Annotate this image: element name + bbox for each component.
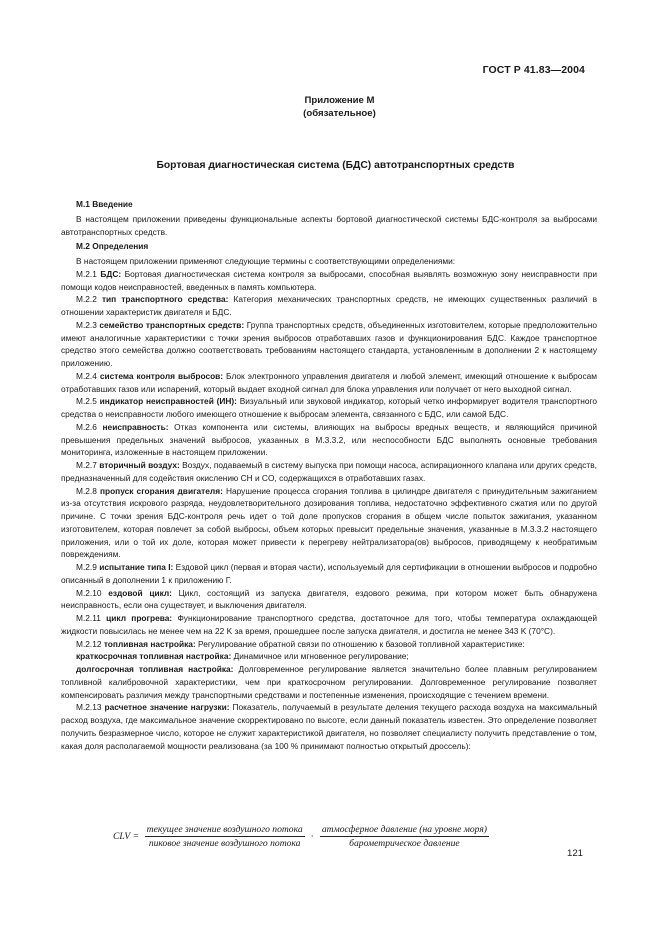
definition-item: М.2.9 испытание типа I: Ездовой цикл (первая и вторая части), используемый для сертификации в отношении выбросов и подробно описанный в дополнении 1 к приложению Г.: [61, 562, 598, 585]
subdefinition-item: долгосрочная топливная настройка: Долговременное регулирование является значительно более плавным регулированием топливной калибровочной характеристики, чем при краткосрочном регулировании. Долговременное регулирование позволяет компенсировать различия между транспортными средствами и постепенные изменения, происходящие с течением времени.: [61, 664, 597, 700]
definition-item: М.2.7 вторичный воздух: Воздух, подаваемый в систему выпуска при помощи насоса, аспирационного клапана или других средств, предназначенный для содействия окислению CH и CO, содержащихся в отработавших газах.: [61, 460, 597, 483]
definition-item: М.2.5 индикатор неисправностей (ИН): Визуальный или звуковой индикатор, который четко информирует водителя транспортного средства о неисправности любого имеющего отношение к выбросам элемента, связанного с БДС, или самой БДС.: [61, 396, 597, 419]
definition-item: М.2.1 БДС: Бортовая диагностическая система контроля за выбросами, способная выявлять возможную зону неисправности при помощи кодов неисправностей, введенных в память компьютера.: [61, 268, 598, 292]
formula-multiply: ·: [310, 831, 314, 842]
formula-equals: =: [133, 831, 139, 842]
formula-denominator: пиковое значение воздушного потока: [148, 838, 301, 849]
formula-denominator: барометрическое давление: [349, 838, 460, 849]
annex-status: (обязательное): [303, 108, 376, 119]
paragraph-intro: В настоящем приложении приведены функциональные аспекты бортовой диагностической системы БДС-контроля за выбросами автотранспортных средств.: [61, 213, 597, 237]
definition-item: М.2.2 тип транспортного средства: Категория механических транспортных средств, не имеющих существенных различий в отношении характеристик двигателя и БДС.: [61, 294, 597, 317]
definition-item: М.2.4 система контроля выбросов: Блок электронного управления двигателя и любой элемент, имеющий отношение к выбросам отработавших газов или испарений, который выдает входной сигнал для блока управления или получает от него выходной сигнал.: [61, 370, 597, 394]
annex-title: Приложение М: [304, 95, 375, 106]
formula-numerator: атмосферное давление (на уровне моря): [321, 824, 487, 835]
document-body: [61, 198, 597, 752]
formula-lhs: CLV: [113, 831, 131, 842]
document-title: Бортовая диагностическая система (БДС) автотранспортных средств: [156, 160, 515, 171]
clv-formula: [113, 824, 492, 849]
definition-item: М.2.13 расчетное значение нагрузки: Показатель, получаемый в результате деления текущего расхода воздуха на максимальный расход воздуха, где максимальное значение скорректировано по высоте, если данный показатель известен. Это определение позволяет получить безразмерное число, которое не служит характеристикой двигателя, но позволяет специалисту получить представление о том, какая доля располагаемой мощности реализована (за 100 % принимают полностью открытый дроссель):: [61, 702, 598, 751]
section-heading-definitions: М.2 Определения: [76, 241, 149, 252]
formula-fraction-pressure: [320, 824, 489, 849]
subdefinition-item: краткосрочная топливная настройка: Динамичное или мгновенное регулирование;: [76, 651, 409, 662]
page-number: 121: [566, 848, 583, 859]
definition-item: М.2.3 семейство транспортных средств: Группа транспортных средств, объединенных изготовителем, которые предположительно имеют аналогичные характеристики с точки зрения выбросов отработавших газов и функционирования БДС. Каждое транспортное средство этого семейства должно соответствовать требованиям настоящего стандарта, установленным в дополнении 2 к настоящему приложению.: [61, 319, 597, 368]
section-heading-intro: М.1 Введение: [76, 199, 133, 209]
standard-number: ГОСТ Р 41.83—2004: [482, 64, 585, 76]
paragraph-definitions-intro: В настоящем приложении применяют следующие термины с соответствующими определениями:: [76, 256, 456, 266]
definition-item: М.2.8 пропуск сгорания двигателя: Нарушение процесса сгорания топлива в цилиндре двигателя с принудительным зажиганием из-за отсутствия искрового разряда, неудовлетворительного дозирования топлива, недостаточно эффективного сжатия или по другой причине. С точки зрения БДС-контроля речь идет о той доле пропусков сгорания в общем числе попыток зажигания, указанном изготовителем, которая повлечет за собой выбросы, объем которых превысит предельные значения, указанные в М.3.3.2 настоящего приложения, или о той их доле, которая может привести к перегреву нейтрализатора(ов) выбросов, приводящему к необратимым повреждениям.: [61, 485, 597, 560]
formula-numerator: текущее значение воздушного потока: [146, 824, 303, 835]
definition-item: М.2.10 ездовой цикл: Цикл, состоящий из запуска двигателя, ездового режима, при котором может быть обнаружена неисправность, если она существует, и выключения двигателя.: [61, 587, 597, 611]
formula-fraction-airflow: [145, 824, 305, 849]
definition-item: М.2.11 цикл прогрева: Функционирование транспортного средства, достаточное для того, чтобы температура охлаждающей жидкости повысилась не менее чем на 22 K за время, прошедшее после запуска двигателя, и достигла не менее 343 K (70°C).: [61, 613, 597, 636]
definition-item: М.2.6 неисправность: Отказ компонента или системы, влияющих на выбросы вредных веществ, и являющийся причиной превышения предельных значений выбросов, указанных в М.3.3.2, или неспособности БДС выполнять основные требования мониторинга, изложенные в настоящем приложении.: [61, 421, 598, 458]
annex-heading: [0, 94, 661, 120]
definition-item: М.2.12 топливная настройка: Регулирование обратной связи по отношению к базовой топливной характеристике:: [76, 638, 525, 649]
